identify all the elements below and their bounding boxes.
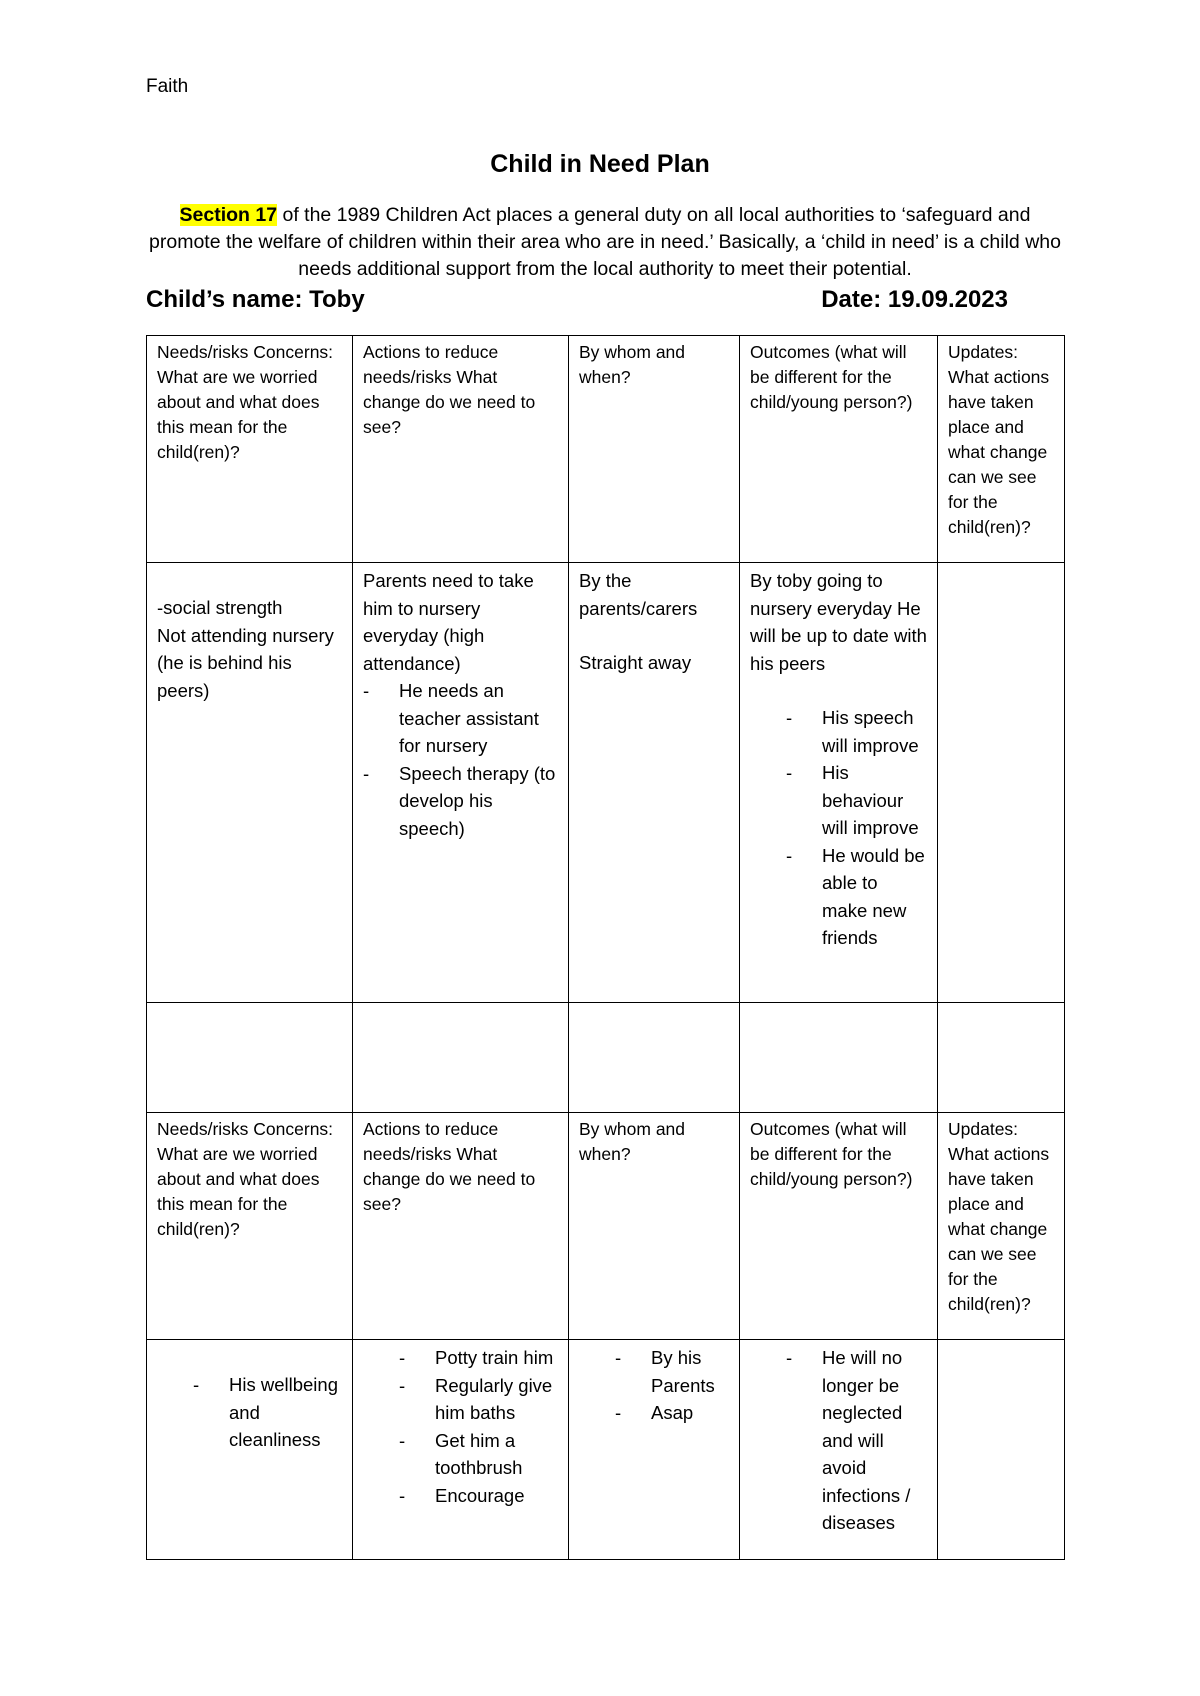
header-row — [147, 336, 1065, 563]
outcomes-cell — [740, 1340, 938, 1560]
needs-cell — [147, 1340, 353, 1560]
list-item: - He needs an teacher assistant for nursery — [399, 677, 558, 760]
needs-list — [157, 1371, 342, 1454]
list-item: - Regularly give him baths — [435, 1372, 558, 1427]
child-name: Child’s name: Toby — [146, 286, 365, 313]
table-row — [147, 563, 1065, 1003]
plan-table — [146, 335, 1065, 1560]
by-whom-cell — [569, 1340, 740, 1560]
by-whom-text: By the parents/carers — [579, 570, 698, 619]
list-item: - Potty train him — [435, 1344, 558, 1372]
outcomes-cell — [740, 563, 938, 1003]
header-by-whom: By whom and when? — [569, 1113, 740, 1340]
updates-cell — [938, 1340, 1065, 1560]
updates-cell — [938, 563, 1065, 1003]
actions-list — [363, 1344, 558, 1509]
actions-cell — [353, 563, 569, 1003]
author-name: Faith — [146, 76, 189, 97]
header-outcomes: Outcomes (what will be different for the child/young person?) — [740, 1113, 938, 1340]
header-actions: Actions to reduce needs/risks What change do we need to see? — [353, 336, 569, 563]
list-item: - By his Parents — [651, 1344, 729, 1399]
header-by-whom: By whom and when? — [569, 336, 740, 563]
actions-intro: Parents need to take him to nursery everyday (high attendance) — [363, 570, 534, 674]
header-updates: Updates: What actions have taken place and what change can we see for the child(ren)? — [938, 1113, 1065, 1340]
list-item: - Speech therapy (to develop his speech) — [399, 760, 558, 843]
list-item: - His wellbeing and cleanliness — [229, 1371, 342, 1454]
by-whom-cell — [569, 563, 740, 1003]
document-title: Child in Need Plan — [490, 150, 710, 178]
intro-paragraph — [146, 202, 1064, 283]
outcomes-list — [750, 704, 927, 952]
header-needs: Needs/risks Concerns: What are we worried about and what does this mean for the child(ren)? — [147, 336, 353, 563]
outcomes-list — [750, 1344, 927, 1537]
list-item: - His behaviour will improve — [822, 759, 927, 842]
actions-cell — [353, 1340, 569, 1560]
by-whom-list — [579, 1344, 729, 1427]
list-item: - He would be able to make new friends — [822, 842, 927, 952]
list-item: - He will no longer be neglected and will avoid infections / diseases — [822, 1344, 927, 1537]
header-outcomes: Outcomes (what will be different for the child/young person?) — [740, 336, 938, 563]
plan-date: Date: 19.09.2023 — [821, 286, 1008, 313]
intro-text: of the 1989 Children Act places a general duty on all local authorities to ‘safeguard and promote the welfare of children within their area who are in need.’ Basically, a ‘child in need’ is a child who needs additional support from the local authority to meet their potential. — [149, 204, 1061, 280]
header-needs: Needs/risks Concerns: What are we worried about and what does this mean for the child(ren)? — [147, 1113, 353, 1340]
header-row — [147, 1113, 1065, 1340]
list-item: - Encourage — [435, 1482, 558, 1510]
when-text: Straight away — [579, 652, 692, 673]
empty-row — [147, 1003, 1065, 1113]
list-item: - Get him a toothbrush — [435, 1427, 558, 1482]
header-updates: Updates: What actions have taken place and what change can we see for the child(ren)? — [938, 336, 1065, 563]
needs-cell — [147, 563, 353, 1003]
list-item: - Asap — [651, 1399, 729, 1427]
header-actions: Actions to reduce needs/risks What change do we need to see? — [353, 1113, 569, 1340]
list-item: - His speech will improve — [822, 704, 927, 759]
need-item: Not attending nursery (he is behind his peers) — [157, 624, 334, 701]
section-highlight: Section 17 — [179, 204, 278, 226]
table-row — [147, 1340, 1065, 1560]
outcomes-intro: By toby going to nursery everyday He will be up to date with his peers — [750, 570, 927, 674]
actions-list — [363, 677, 558, 842]
need-item: -social strength — [157, 597, 283, 618]
child-meta — [146, 286, 1008, 314]
